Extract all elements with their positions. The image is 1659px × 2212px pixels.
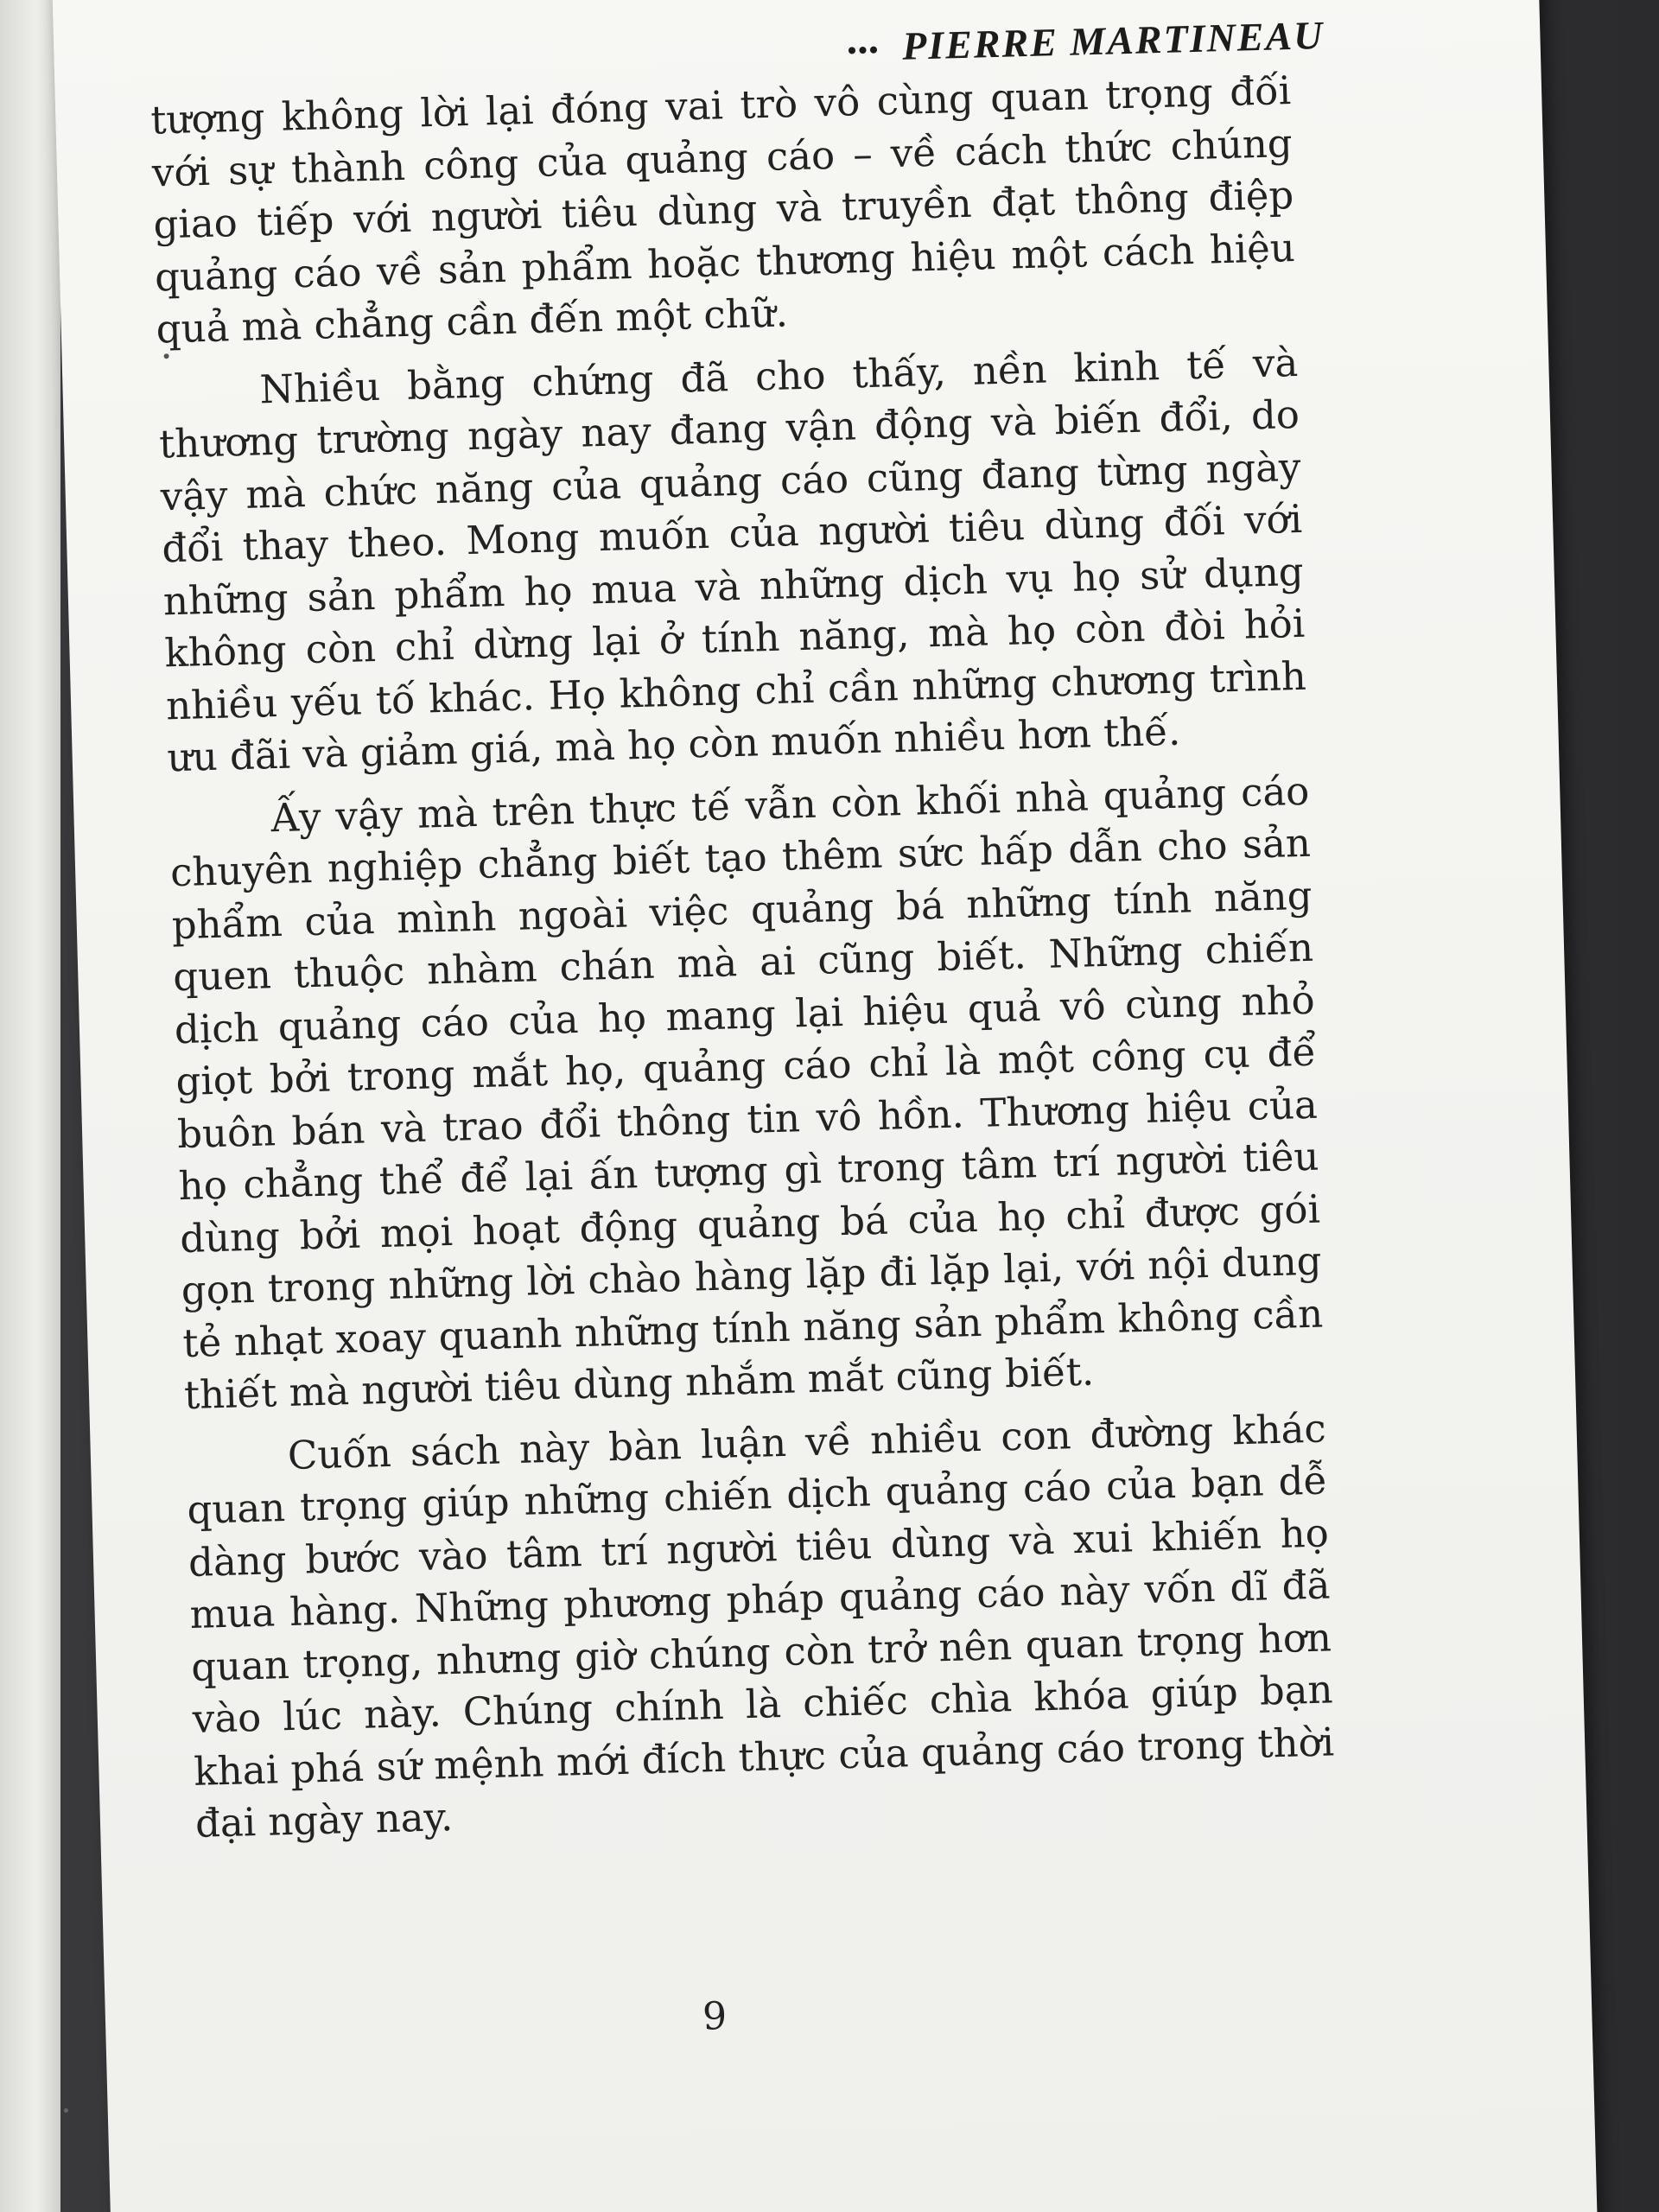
paragraph: Cuốn sách này bàn luận về nhiều con đường khác quan trọng giúp những chiến dịch quảng cáo của bạn dễ dàng bước vào tâm trí người tiêu dùng và xui khiến họ mua hàng. Những phương pháp quảng cáo này vốn dĩ đã quan trọng, nhưng giờ chúng còn trở nên quan trọng hơn vào lúc này. Chúng chính là chiếc chìa khóa giúp bạn khai phá sứ mệnh mới đích thực của quảng cáo trong thời đại ngày nay.	[186, 1405, 1335, 1847]
paragraph: Ấy vậy mà trên thực tế vẫn còn khối nhà quảng cáo chuyên nghiệp chẳng biết tạo thêm sức hấp dẫn cho sản phẩm của mình ngoài việc quảng bá những tính năng quen thuộc nhàm chán mà ai cũng biết. Những chiến dịch quảng cáo của họ mang lại hiệu quả vô cùng nhỏ giọt bởi trong mắt họ, quảng cáo chỉ là một công cụ để buôn bán và trao đổi thông tin vô hồn. Thương hiệu của họ chẳng thể để lại ấn tượng gì trong tâm trí người tiêu dùng bởi mọi hoạt động quảng bá của họ chỉ được gói gọn trong những lời chào hàng lặp đi lặp lại, với nội dung tẻ nhạt xoay quanh những tính năng sản phẩm không cần thiết mà người tiêu dùng nhắm mắt cũng biết.	[169, 767, 1324, 1419]
body-text	[150, 65, 1337, 1860]
running-header	[847, 12, 1325, 70]
header-ornament: •••	[847, 35, 880, 66]
ink-speck	[64, 2108, 68, 2113]
book-page	[52, 0, 1598, 2212]
paragraph-continued: tượng không lời lại đóng vai trò vô cùng quan trọng đối với sự thành công của quảng cáo – về cách thức chúng giao tiếp với người tiêu dùng và truyền đạt thông điệp quảng cáo về sản phẩm hoặc thương hiệu một cách hiệu quả mà chẳng cần đến một chữ.	[149, 67, 1296, 353]
paragraph: Nhiều bằng chứng đã cho thấy, nền kinh tế và thương trường ngày nay đang vận động và biến đổi, do vậy mà chức năng của quảng cáo cũng đang từng ngày đổi thay theo. Mong muốn của người tiêu dùng đối với những sản phẩm họ mua và những dịch vụ họ sử dụng không còn chỉ dừng lại ở tính năng, mà họ còn đòi hỏi nhiều yếu tố khác. Họ không chỉ cần những chương trình ưu đãi và giảm giá, mà họ còn muốn nhiều hơn thế.	[158, 339, 1307, 781]
page-number: 9	[702, 1993, 728, 2039]
running-title: PIERRE MARTINEAU	[901, 13, 1325, 68]
previous-page-edge	[0, 0, 60, 2212]
